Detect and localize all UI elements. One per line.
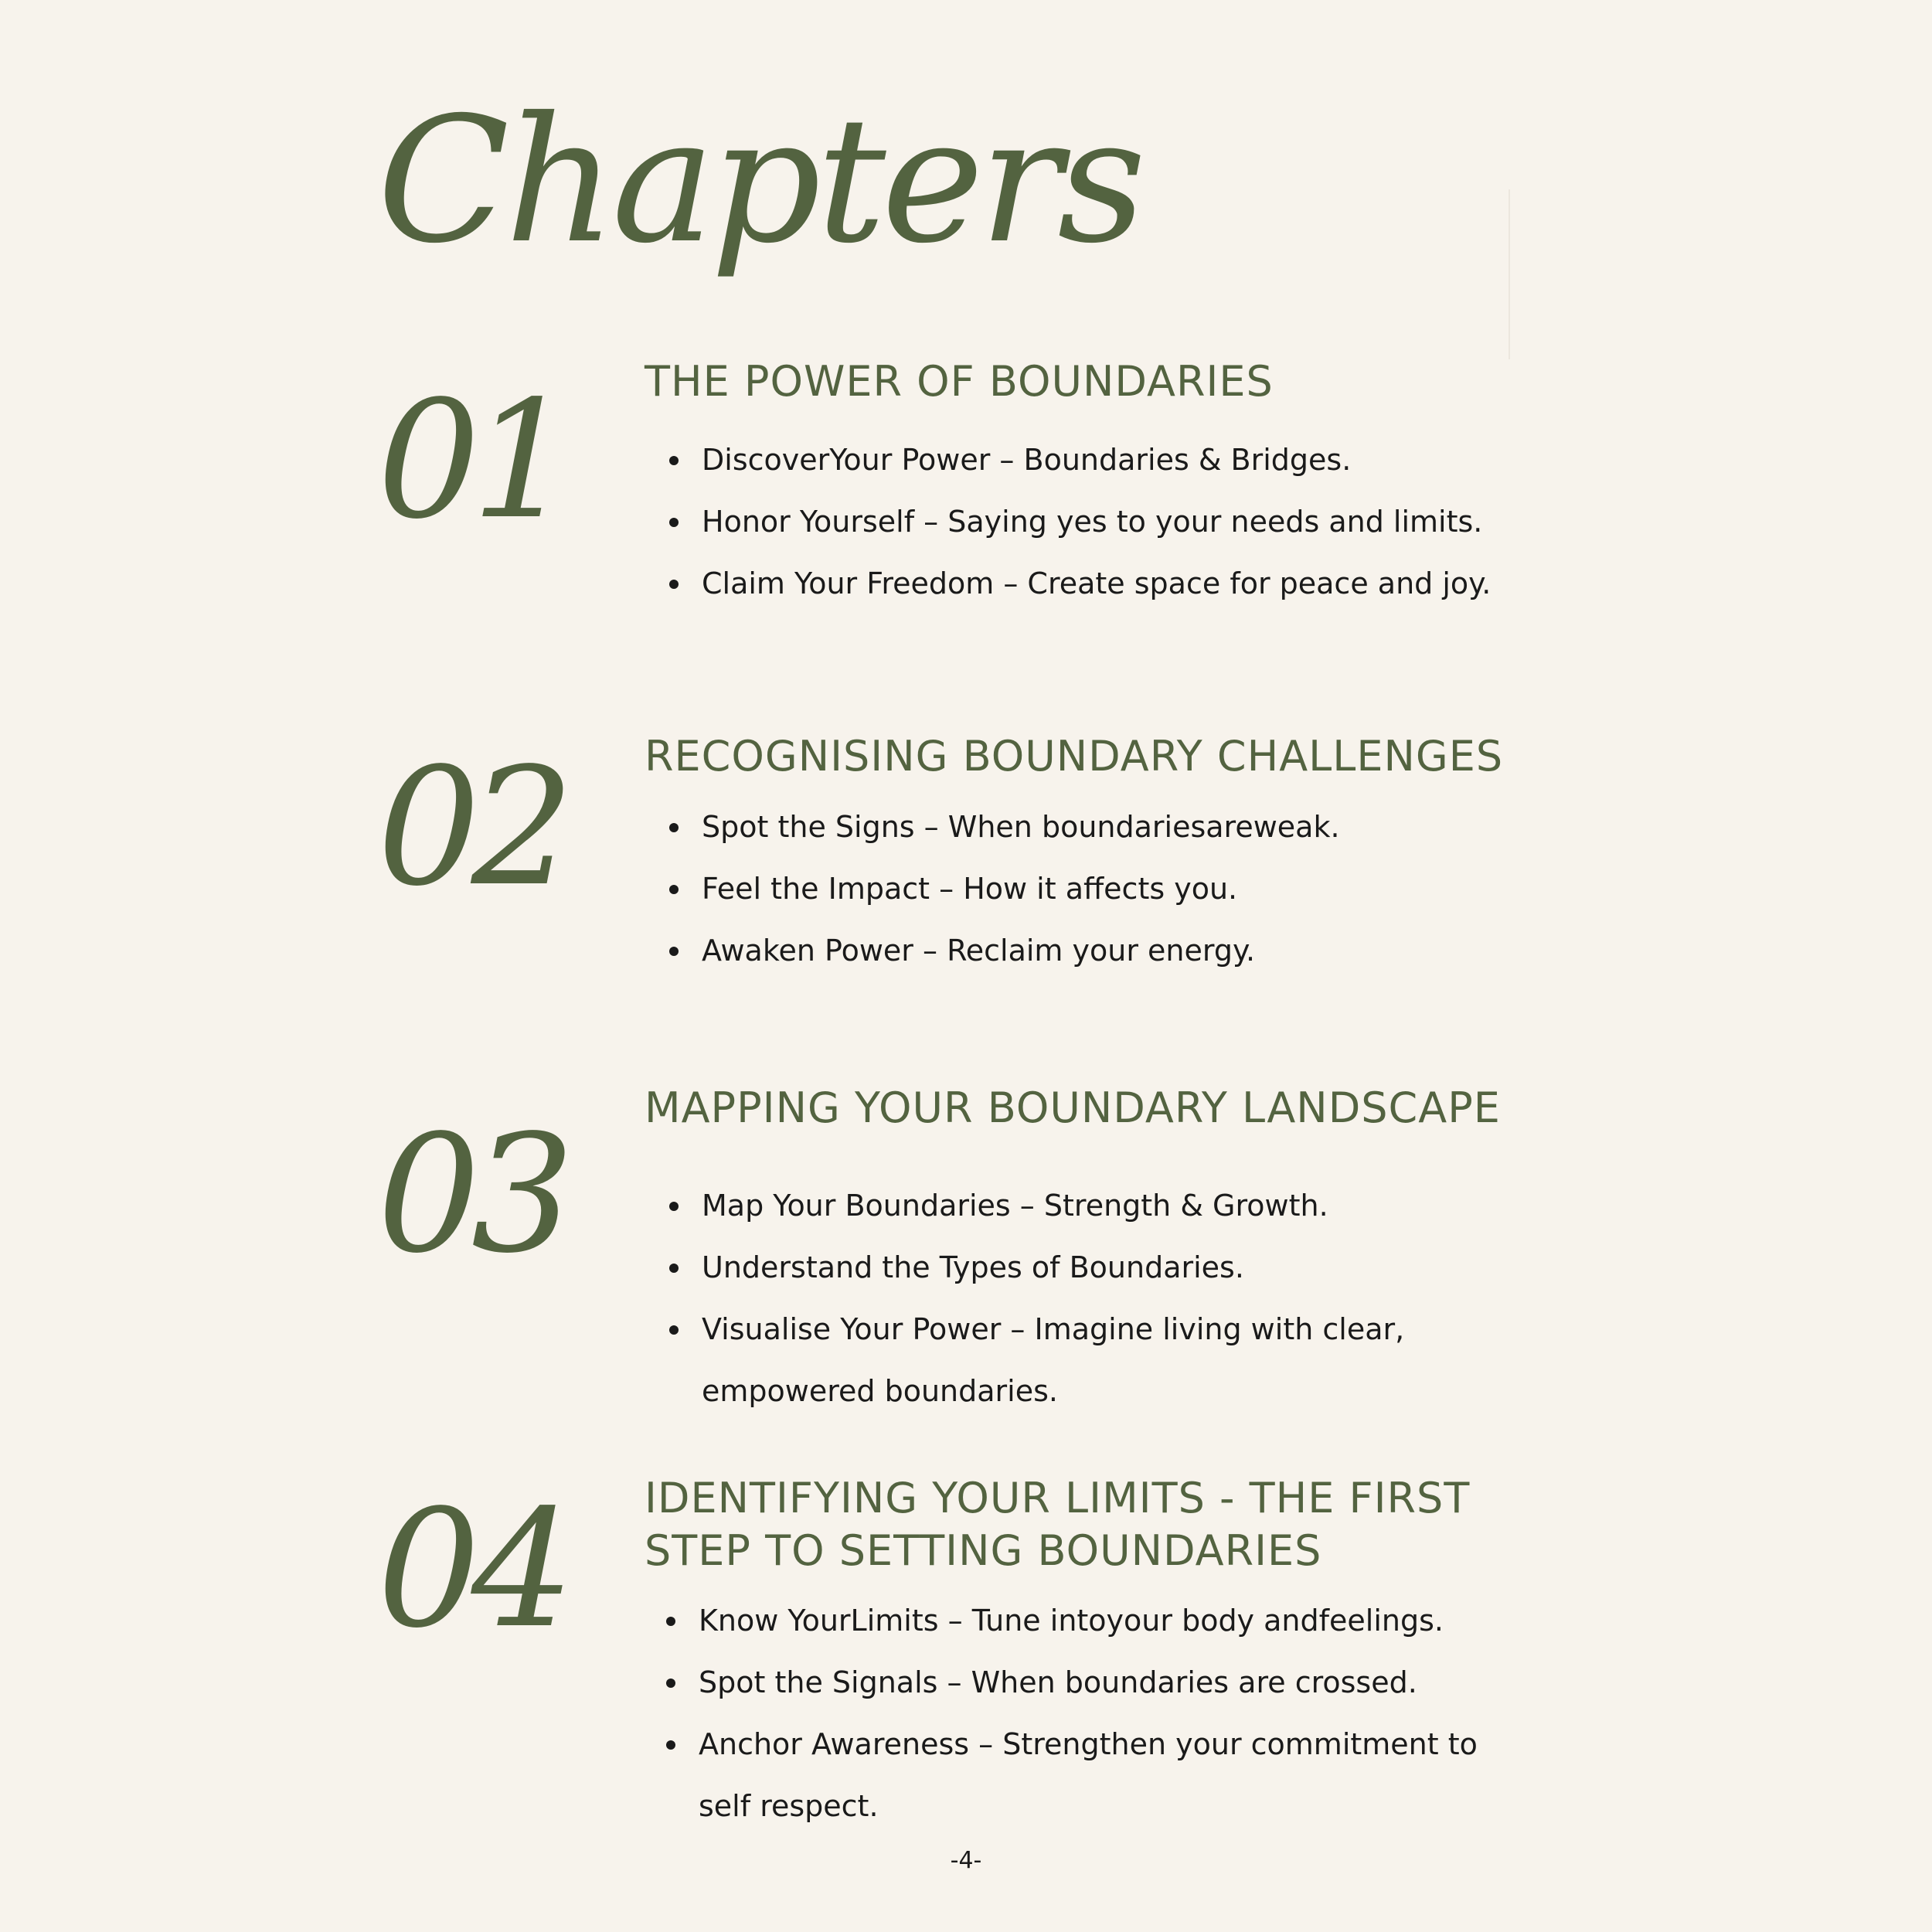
list-item-text: Know YourLimits – Tune intoyour body andfeelings. <box>699 1604 1444 1638</box>
divider-line <box>1509 189 1510 359</box>
chapter-number: 03 <box>377 1100 566 1289</box>
bullet-icon <box>669 1202 679 1211</box>
chapter-heading: RECOGNISING BOUNDARY CHALLENGES <box>645 732 1504 781</box>
list-item <box>669 1236 1550 1298</box>
chapter-item-list <box>666 1590 1547 1837</box>
list-item <box>669 1175 1550 1236</box>
bullet-icon <box>666 1617 675 1626</box>
bullet-icon <box>666 1740 675 1750</box>
bullet-icon <box>669 580 679 589</box>
chapter-heading: MAPPING YOUR BOUNDARY LANDSCAPE <box>645 1083 1501 1132</box>
list-item-text: Visualise Your Power – Imagine living with clear, empowered boundaries. <box>702 1312 1405 1408</box>
list-item <box>669 429 1550 491</box>
list-item-text: Spot the Signs – When boundariesareweak. <box>702 810 1340 844</box>
list-item-text: Understand the Types of Boundaries. <box>702 1250 1244 1284</box>
list-item-text: Spot the Signals – When boundaries are crossed. <box>699 1665 1417 1699</box>
list-item <box>669 553 1550 614</box>
chapter-item-list <box>669 796 1550 981</box>
bullet-icon <box>669 947 679 956</box>
list-item-text: Claim Your Freedom – Create space for peace and joy. <box>702 566 1492 600</box>
bullet-icon <box>669 1264 679 1273</box>
list-item-text: Awaken Power – Reclaim your energy. <box>702 934 1256 968</box>
chapter-heading: THE POWER OF BOUNDARIES <box>645 357 1274 406</box>
page-number: -4- <box>950 1847 982 1874</box>
list-item <box>666 1713 1502 1837</box>
bullet-icon <box>669 823 679 832</box>
list-item <box>669 796 1550 858</box>
list-item-text: DiscoverYour Power – Boundaries & Bridges. <box>702 443 1352 477</box>
list-item-text: Map Your Boundaries – Strength & Growth. <box>702 1189 1328 1223</box>
list-item <box>666 1590 1547 1651</box>
chapter-number: 01 <box>377 366 566 555</box>
chapter-item-list <box>669 1175 1550 1422</box>
bullet-icon <box>669 456 679 465</box>
bullet-icon <box>669 885 679 894</box>
chapter-number: 02 <box>377 733 566 922</box>
chapter-heading: IDENTIFYING YOUR LIMITS - THE FIRST STEP TO SETTING BOUNDARIES <box>645 1474 1471 1575</box>
list-item <box>669 1298 1436 1422</box>
list-item-text: Feel the Impact – How it affects you. <box>702 872 1238 906</box>
page-title: Chapters <box>377 80 1142 281</box>
list-item <box>669 858 1550 920</box>
list-item <box>669 491 1550 553</box>
bullet-icon <box>666 1679 675 1688</box>
list-item-text: Honor Yourself – Saying yes to your needs and limits. <box>702 505 1483 539</box>
bullet-icon <box>669 518 679 527</box>
list-item <box>666 1651 1547 1713</box>
list-item <box>669 920 1550 981</box>
chapter-number: 04 <box>377 1475 566 1664</box>
list-item-text: Anchor Awareness – Strengthen your commitment to self respect. <box>699 1727 1478 1823</box>
bullet-icon <box>669 1325 679 1335</box>
chapter-item-list <box>669 429 1550 614</box>
